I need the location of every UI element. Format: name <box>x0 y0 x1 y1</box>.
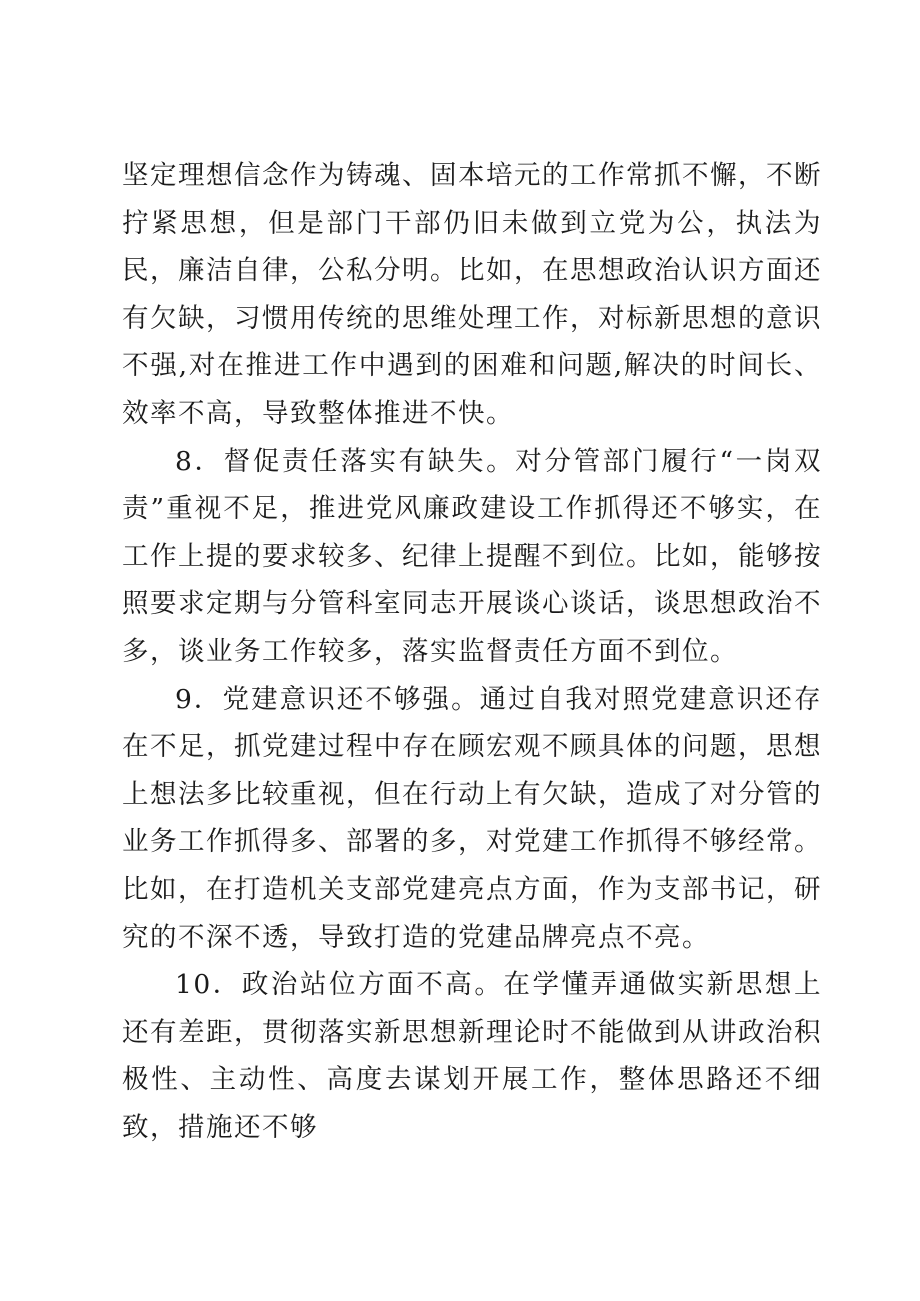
paragraph-continuation: 坚定理想信念作为铸魂、固本培元的工作常抓不懈，不断拧紧思想，但是部门干部仍旧未做到立党为公，执法为民，廉洁自律，公私分明。比如，在思想政治认识方面还有欠缺，习惯用传统的思维处理工作，对标新思想的意识不强,对在推进工作中遇到的困难和问题,解决的时间长、效率不高，导致整体推进不快。 <box>122 160 822 429</box>
paragraph-item-8: 8．督促责任落实有缺失。对分管部门履行“一岗双责”重视不足，推进党风廉政建设工作抓得还不够实，在工作上提的要求较多、纪律上提醒不到位。比如，能够按照要求定期与分管科室同志开展谈心谈话，谈思想政治不多，谈业务工作较多，落实监督责任方面不到位。 <box>122 445 822 667</box>
document-body <box>122 152 822 1151</box>
paragraph-item-10: 10．政治站位方面不高。在学懂弄通做实新思想上还有差距，贯彻落实新思想新理论时不能做到从讲政治积极性、主动性、高度去谋划开展工作，整体思路还不细致，措施还不够 <box>122 969 822 1143</box>
paragraph-item-9: 9．党建意识还不够强。通过自我对照党建意识还存在不足，抓党建过程中存在顾宏观不顾具体的问题，思想上想法多比较重视，但在行动上有欠缺，造成了对分管的业务工作抓得多、部署的多，对党建工作抓得不够经常。比如，在打造机关支部党建亮点方面，作为支部书记，研究的不深不透，导致打造的党建品牌亮点不亮。 <box>122 683 822 953</box>
